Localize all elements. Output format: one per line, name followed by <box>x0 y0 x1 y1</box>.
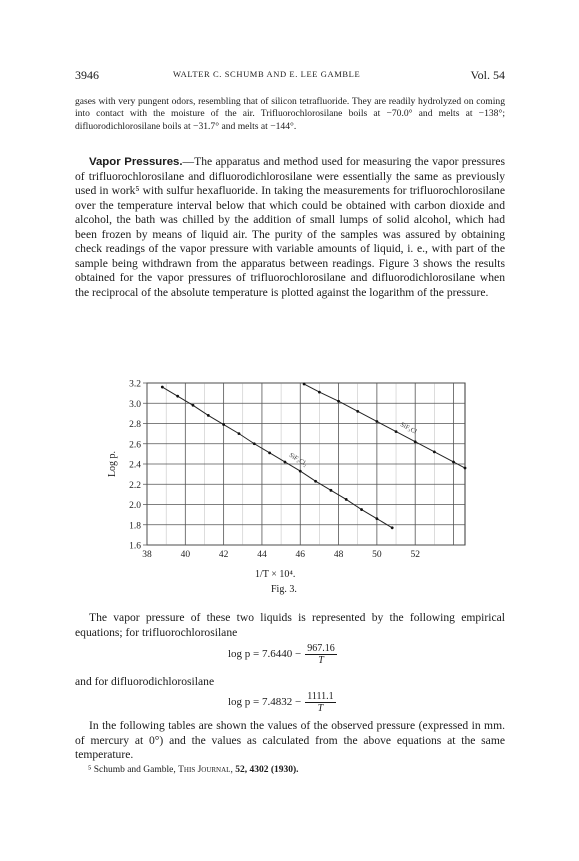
closing-paragraph <box>75 719 505 763</box>
x-axis-label: 1/T × 10⁴. <box>255 569 296 580</box>
y-tick-label: 3.2 <box>129 379 141 390</box>
intro-paragraph: gases with very pungent odors, resembling that of silicon tetrafluoride. They are readily hydrolyzed on coming into contact with the moisture of the air. Trifluorochlorosilane boils at −70.0° and melts at −138°; difluorodichlorosilane boils at −31.7° and melts at −144°. <box>75 96 505 132</box>
y-tick-label: 2.6 <box>129 440 141 451</box>
footnote-volume: 52, 4302 (1930). <box>235 765 299 775</box>
data-point <box>414 440 417 443</box>
data-point <box>360 508 363 511</box>
eq1-denominator: T <box>318 655 324 666</box>
data-point <box>161 386 164 389</box>
footnote-marker: ⁵ <box>88 765 92 775</box>
x-tick-label: 50 <box>372 550 382 560</box>
eq1-lhs: log p = 7.6440 − <box>228 648 302 661</box>
running-authors: WALTER C. SCHUMB AND E. LEE GAMBLE <box>173 69 361 79</box>
equations-intro <box>75 611 505 640</box>
data-point <box>433 450 436 453</box>
data-point <box>337 400 340 403</box>
data-point <box>356 410 359 413</box>
series-label: SiF₂Cl₂ <box>287 451 309 468</box>
data-point <box>345 498 348 501</box>
equation-trifluorochlorosilane <box>228 643 337 666</box>
y-tick-label: 1.8 <box>129 521 141 532</box>
y-tick-label: 1.6 <box>129 541 141 552</box>
footnote <box>88 765 299 775</box>
eq2-lhs: log p = 7.4832 − <box>228 696 302 709</box>
data-point <box>375 420 378 423</box>
vapor-pressure-chart <box>95 375 485 590</box>
y-tick-label: 2.0 <box>129 501 141 511</box>
data-point <box>391 526 394 529</box>
volume-label: Vol. 54 <box>470 68 505 82</box>
y-tick-label: 2.8 <box>129 420 141 430</box>
eq2-fraction <box>305 691 335 714</box>
section-paragraph: —The apparatus and method used for measuring the vapor pressures of trifluorochlorosilane and difluorodichlorosilane were essentially the same as previously used in work⁵ with sulfur hexafluoride. In taking the measurements for trifluorochlorosilane over the temperature interval below that which could be obtained with carbon dioxide and alcohol, the bath was chilled by the addition of small lumps of solid alcohol, which had been frozen by means of liquid air. The purity of the samples was assured by obtaining check readings of the vapor pressure with variable amounts of liquid, i. e., with part of the sample being withdrawn from the apparatus between readings. Figure 3 shows the results obtained for the vapor pressures of trifluorochlorosilane and difluorodichlorosilane when the reciprocal of the absolute temperature is plotted against the logarithm of the pressure. <box>75 155 505 299</box>
closing-text: In the following tables are shown the values of the observed pressure (expressed in mm. of mercury at 0°) and the values as calculated from the above equations at the same temperature. <box>75 719 505 761</box>
figure-caption: Fig. 3. <box>271 584 297 595</box>
x-tick-label: 46 <box>295 550 306 560</box>
between-equations-text: and for difluorodichlorosilane <box>75 675 215 688</box>
data-point <box>330 489 333 492</box>
footnote-journal: This Journal, <box>178 765 233 775</box>
x-tick-label: 52 <box>410 550 420 560</box>
eq1-numerator: 967.16 <box>307 643 335 654</box>
data-point <box>299 470 302 473</box>
eq2-numerator: 1111.1 <box>307 691 334 702</box>
running-header <box>75 68 505 82</box>
eq2-denominator: T <box>317 703 324 714</box>
data-point <box>192 404 195 407</box>
data-point <box>207 414 210 417</box>
data-point <box>176 395 179 398</box>
x-tick-label: 42 <box>218 550 229 560</box>
equation-difluorodichlorosilane <box>228 691 336 714</box>
data-point <box>268 451 271 454</box>
x-tick-label: 40 <box>180 550 191 560</box>
equations-intro-text: The vapor pressure of these two liquids is represented by the following empirical equations; for trifluorochlorosilane <box>75 611 505 639</box>
data-point <box>375 517 378 520</box>
series-line-1 <box>304 384 465 468</box>
x-tick-label: 44 <box>257 550 267 560</box>
data-point <box>222 423 225 426</box>
page-number: 3946 <box>75 68 99 82</box>
eq1-fraction <box>305 643 337 666</box>
data-point <box>452 461 455 464</box>
y-axis-label: Log p. <box>107 450 118 478</box>
footnote-authors: Schumb and Gamble, <box>93 765 176 775</box>
between-equations <box>75 675 505 690</box>
y-tick-label: 3.0 <box>129 399 141 410</box>
data-point <box>314 480 317 483</box>
data-point <box>253 442 256 445</box>
data-point <box>284 461 287 464</box>
y-tick-label: 2.2 <box>129 480 141 491</box>
data-point <box>464 467 467 470</box>
x-tick-label: 48 <box>333 550 344 560</box>
y-tick-label: 2.4 <box>129 460 141 471</box>
section-heading: Vapor Pressures. <box>89 156 183 168</box>
data-point <box>238 432 241 435</box>
data-point <box>303 383 306 386</box>
series-label: SiF₃Cl <box>399 421 418 436</box>
vapor-pressures-section <box>75 155 505 300</box>
x-tick-label: 38 <box>142 550 152 560</box>
data-point <box>318 391 321 394</box>
data-point <box>395 430 398 433</box>
